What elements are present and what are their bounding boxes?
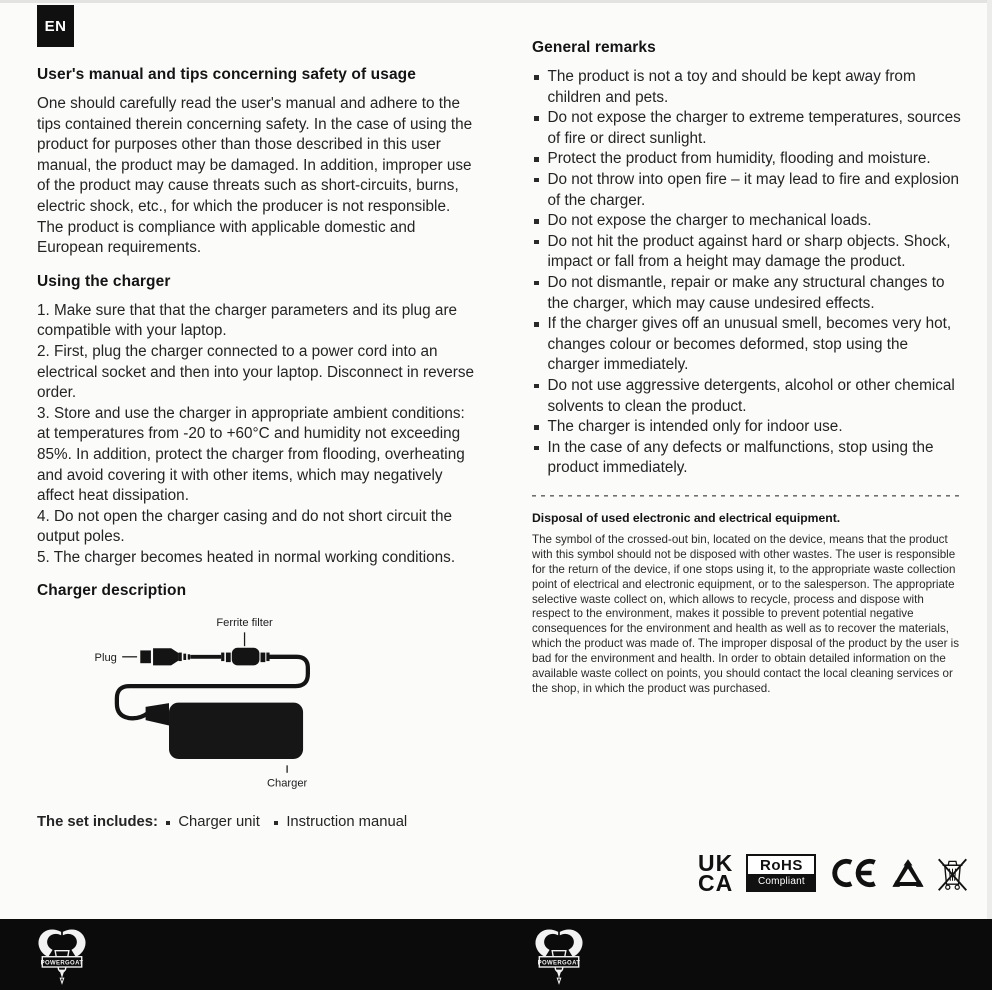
set-includes-item-text: Charger unit [178, 814, 260, 831]
using-step: 3. Store and use the charger in appropriate ambient conditions: at temperatures from -20 to +60°C and humidity not exceeding 85%. In addition, protect the charger from flooding, overheating and avoid covering it with other items, which may negatively affect heat dissipation. [37, 404, 465, 505]
remark-text: Do not expose the charger to mechanical loads. [547, 212, 872, 230]
language-badge-label: EN [44, 17, 67, 35]
bullet-marker [534, 157, 539, 162]
remark-text: If the charger gives off an unusual smell, becomes very hot, changes colour or becomes deformed, stop using the charger immediately. [547, 315, 952, 374]
remark-item [532, 108, 964, 149]
bullet-marker [534, 446, 539, 451]
bullet-marker [534, 116, 539, 121]
using-step: 2. First, plug the charger connected to a power cord into an electrical socket and then into your laptop. Disconnect in reverse order. [37, 342, 475, 402]
set-includes-item [166, 814, 260, 830]
bullet-marker [534, 178, 539, 183]
using-steps-list [37, 301, 475, 569]
remark-item [532, 149, 964, 170]
plug-label: Plug [94, 652, 117, 665]
bullet-marker [534, 281, 539, 286]
bullet-marker [274, 821, 279, 826]
intro-paragraph: One should carefully read the user's manual and adhere to the tips contained therein concerning safety. In the case of using the product for purposes other than those described in this user manual, the product may be damaged. In addition, improper use of the product may cause threats such as short-circuits, burns, electric shock, etc., for which the producer is not responsible. The product is compliance with applicable domestic and European requirements. [37, 95, 473, 257]
ce-mark-icon [830, 857, 879, 889]
rohs-badge [746, 854, 816, 892]
remark-item [532, 67, 964, 108]
remark-text: The charger is intended only for indoor use. [547, 418, 843, 436]
ferrite-filter-label: Ferrite filter [216, 617, 273, 630]
remark-text: The product is not a toy and should be kept away from children and pets. [547, 68, 916, 106]
remark-text: Do not use aggressive detergents, alcohol or other chemical solvents to clean the product. [547, 376, 955, 415]
remark-text: Do not dismantle, repair or make any structural changes to the charger, which may cause undesired effects. [547, 273, 945, 312]
footer-bar [0, 919, 992, 990]
description-heading: Charger description [37, 582, 187, 600]
remark-text: Do not throw into open fire – it may lead to fire and explosion of the charger. [547, 170, 960, 209]
remark-item [532, 438, 964, 479]
bullet-marker [534, 240, 539, 245]
remark-text: Do not hit the product against hard or sharp objects. Shock, impact or fall from a height may damage the product. [547, 232, 951, 271]
powergoat-wordmark: POWERGOAT [40, 960, 84, 967]
remark-item [532, 314, 964, 376]
remark-text: Protect the product from humidity, flooding and moisture. [547, 150, 931, 168]
using-heading: Using the charger [37, 272, 171, 290]
left-column [37, 66, 475, 830]
set-includes-item-text: Instruction manual [286, 814, 408, 831]
ferrite-filter-icon [221, 648, 269, 666]
dashed-divider [532, 495, 964, 497]
bullet-marker [534, 425, 539, 430]
charger-brick-icon [169, 703, 303, 759]
using-step: 4. Do not open the charger casing and do not short circuit the output poles. [37, 507, 452, 546]
recycling-symbol-icon [892, 859, 924, 888]
set-includes-item [274, 814, 407, 830]
bullet-marker [534, 219, 539, 224]
language-badge [37, 5, 74, 47]
ukca-line1: UK [698, 850, 734, 876]
remark-item [532, 170, 964, 211]
disposal-paragraph: The symbol of the crossed-out bin, located on the device, means that the product with this symbol should not be disposed with other wastes. The user is responsible for the return of the device, if one stops using it, to the appropriate waste collection point of electrical and electronic equipment, or to the salesperson. The appropriate selective waste collect on, which allows to recycle, process and dispose with respect to the environment, makes it possible to prevent potential negative consequences for the environment and health as well as to recover the materials, which the product was made of. The improper disposal of the product by the user is bad for the environment and health. In order to obtain detailed information on the available waste collect on points, you should contact the local cleaning services or the shop, in which the product was purchased. [532, 532, 960, 695]
powergoat-wordmark: POWERGOAT [537, 960, 581, 967]
right-column [532, 39, 964, 697]
ukca-mark [698, 850, 734, 896]
remark-item [532, 417, 964, 438]
intro-heading: User's manual and tips concerning safety of usage [37, 66, 416, 83]
powergoat-logo [31, 925, 93, 985]
powergoat-logo [528, 925, 590, 985]
plug-icon [140, 649, 190, 666]
charger-diagram [87, 610, 417, 798]
rohs-title: RoHS [760, 857, 803, 874]
remark-item [532, 211, 964, 232]
set-includes-label: The set includes: [37, 814, 158, 831]
remark-text: Do not expose the charger to extreme temperatures, sources of fire or direct sunlight. [547, 109, 961, 147]
scan-edge-right [987, 0, 992, 990]
disposal-heading: Disposal of used electronic and electrical equipment. [532, 510, 841, 525]
using-step: 1. Make sure that that the charger parameters and its plug are compatible with your laptop. [37, 301, 458, 340]
crossed-out-bin-icon [937, 854, 968, 892]
remark-item [532, 273, 964, 314]
rohs-subtitle: Compliant [748, 874, 814, 890]
scan-edge-top [0, 0, 992, 3]
ukca-line2: CA [698, 870, 734, 896]
remark-text: In the case of any defects or malfunctions, stop using the product immediately. [547, 438, 934, 477]
remark-item [532, 232, 964, 273]
remarks-heading: General remarks [532, 39, 656, 56]
charger-label: Charger [266, 778, 308, 791]
using-step: 5. The charger becomes heated in normal working conditions. [37, 548, 456, 566]
bullet-marker [166, 821, 171, 826]
bullet-marker [534, 384, 539, 389]
bullet-marker [534, 322, 539, 327]
remarks-list [532, 67, 964, 479]
dc-connector-icon [146, 704, 169, 726]
remark-item [532, 376, 964, 417]
set-includes-line [37, 814, 475, 830]
certification-badges [698, 845, 968, 901]
bullet-marker [534, 75, 539, 80]
charger-diagram-drawing [87, 610, 417, 793]
